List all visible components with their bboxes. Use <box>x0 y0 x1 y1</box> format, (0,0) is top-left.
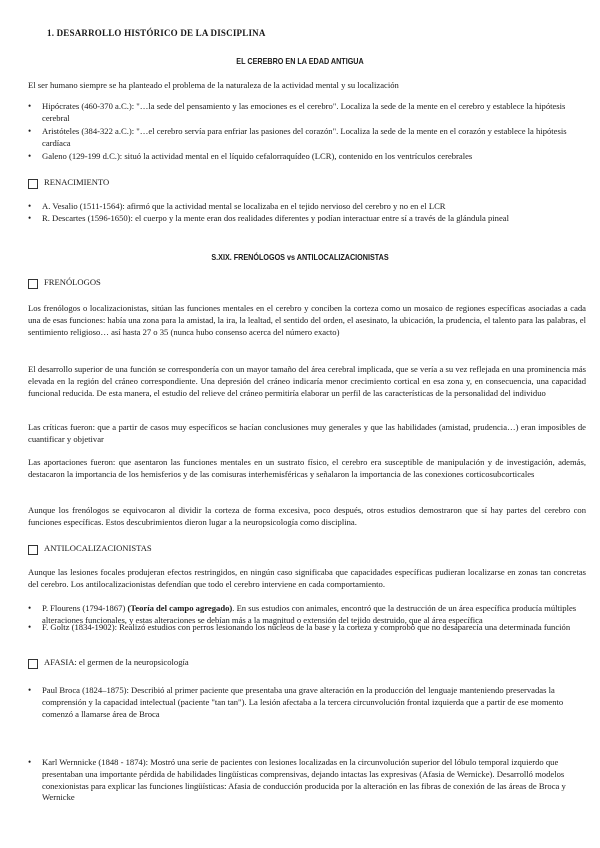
flourens-description: . En sus estudios con animales, encontró que la destrucción de un área específica producía múltiples alteraciones funcionales, y estas alteraciones se debían más a la magnitud o extensión del tejido destruido, que al área específica <box>42 603 577 625</box>
bullet-icon: • <box>28 101 32 111</box>
bullet-icon: • <box>28 151 32 161</box>
paragraph-frenologos-5: Aunque los frenólogos se equivocaron al dividir la corteza de forma excesiva, poco después, otros estudios demostraron que sí hay partes del cerebro con funciones específicas. Estos descubrimientos dieron lugar a la neuropsicología como disciplina. <box>28 505 586 527</box>
bullet-icon: • <box>28 201 32 211</box>
bullet-icon: • <box>28 603 32 613</box>
bullet-icon: • <box>28 213 32 223</box>
paragraph-frenologos-2: El desarrollo superior de una función se correspondería con un mayor tamaño del área cerebral implicada, que se vería a su vez reflejada en una prominencia más elevada en la región del cráneo correspondiente. Una depresión del cráneo indicaría menor crecimiento cortical en esa zona y, en consecuencia, una capacidad funcional reducida. De esta manera, el estudio del relieve del cráneo permitiría elaborar un perfil de las características de la personalidad del individuo <box>28 364 586 398</box>
label-renacimiento: RENACIMIENTO <box>44 177 110 187</box>
flourens-name: P. Flourens (1794-1867) <box>42 603 128 613</box>
paragraph-frenologos-1: Los frenólogos o localizacionistas, sitúan las funciones mentales en el cerebro y conciben la corteza como un mosaico de regiones específicas asociadas a cada una de esas funciones: había una zona para la amistad, la ira, la lealtad, el sentido del orden, el asesinato, la ubicación, la prudencia, el talento para las palabras, el sentimiento religioso… así hasta 27 o 35 (nunca hubo consenso acerca del número exacto) <box>28 303 586 337</box>
checkbox-icon <box>28 279 38 289</box>
section-heading: 1. DESARROLLO HISTÓRICO DE LA DISCIPLINA <box>47 28 266 38</box>
label-antilocalizacionistas: ANTILOCALIZACIONISTAS <box>44 543 152 553</box>
list-item-descartes: R. Descartes (1596-1650): el cuerpo y la mente eran dos realidades diferentes y podían interactuar entre sí a través de la glándula pineal <box>42 213 509 223</box>
list-item-goltz: F. Goltz (1834-1902): Realizó estudios con perros lesionando los núcleos de la base y la corteza y comprobó que no desaparecía una determinada función <box>42 622 571 632</box>
checkbox-icon <box>28 659 38 669</box>
list-item-vesalio: A. Vesalio (1511-1564): afirmó que la actividad mental se localizaba en el tejido nervioso del cerebro y no en el LCR <box>42 201 446 211</box>
list-item-galeno: Galeno (129-199 d.C.): situó la actividad mental en el líquido cefalorraquídeo (LCR), contenido en los ventrículos cerebrales <box>42 151 473 161</box>
paragraph-frenologos-3: Las críticas fueron: que a partir de casos muy específicos se hacían conclusiones muy generales y que las habilidades (amistad, prudencia…) eran imposibles de cuantificar y objetivar <box>28 422 586 444</box>
bullet-icon: • <box>28 126 32 136</box>
flourens-theory: (Teoría del campo agregado) <box>127 603 233 613</box>
list-item-hipocrates: Hipócrates (460-370 a.C.): "…la sede del pensamiento y las emociones es el cerebro". Localiza la sede de la mente en el cerebro y establece la hipótesis cerebral <box>42 101 566 123</box>
list-item-wernicke: Karl Wernnicke (1848 - 1874): Mostró una serie de pacientes con lesiones localizadas en la circunvolución superior del lóbulo temporal izquierdo que presentaban una importante pérdida de habilidades lingüísticas comprensivas, dejando intactas las expresivas (Afasia de Wernicke). Desarrolló modelos conexionistas para explicar las funciones lingüísticas: Afasia de conducción producida por la alteración en las fibras de conexión de las áreas de Broca y Wernicke <box>42 757 566 803</box>
bullet-icon: • <box>28 757 32 767</box>
label-frenologos: FRENÓLOGOS <box>44 277 101 287</box>
label-afasia: AFASIA: el germen de la neuropsicología <box>44 657 189 667</box>
bullet-icon: • <box>28 685 32 695</box>
list-item-aristoteles: Aristóteles (384-322 a.C.): "…el cerebro servía para enfriar las pasiones del corazón". Localiza la sede de la mente en el corazón y establece la hipótesis cardíaca <box>42 126 567 148</box>
bullet-icon: • <box>28 622 32 632</box>
subsection-title-antigua: EL CEREBRO EN LA EDAD ANTIGUA <box>236 57 364 66</box>
checkbox-icon <box>28 545 38 555</box>
subsection-title-sxix: S.XIX. FRENÓLOGOS vs ANTILOCALIZACIONISTAS <box>211 253 389 262</box>
checkbox-icon <box>28 179 38 189</box>
paragraph-antiloc: Aunque las lesiones focales produjeran efectos restringidos, en ningún caso significaba que capacidades específicas pudieran localizarse en zonas tan concretas del cerebro. Los antilocalizacionistas defendían que todo el cerebro interviene en cada comportamiento. <box>28 567 586 589</box>
paragraph-frenologos-4: Las aportaciones fueron: que asentaron las funciones mentales en un sustrato físico, el cerebro era susceptible de manipulación y de investigación, además, destacaron la importancia de los hemisferios y de las comisuras interhemisféricas y señalaron la importancia de las conexiones corticosubcorticales <box>28 457 586 479</box>
paragraph-intro: El ser humano siempre se ha planteado el problema de la naturaleza de la actividad mental y su localización <box>28 80 399 90</box>
list-item-broca: Paul Broca (1824–1875): Describió al primer paciente que presentaba una grave alteración en la producción del lenguaje manteniendo preservadas la comprensión y la capacidad intelectual (paciente "tan tan"). La lesión afectaba a la tercera circunvolución frontal izquierda que a partir de ese momento comenzó a llamarse área de Broca <box>42 685 564 719</box>
